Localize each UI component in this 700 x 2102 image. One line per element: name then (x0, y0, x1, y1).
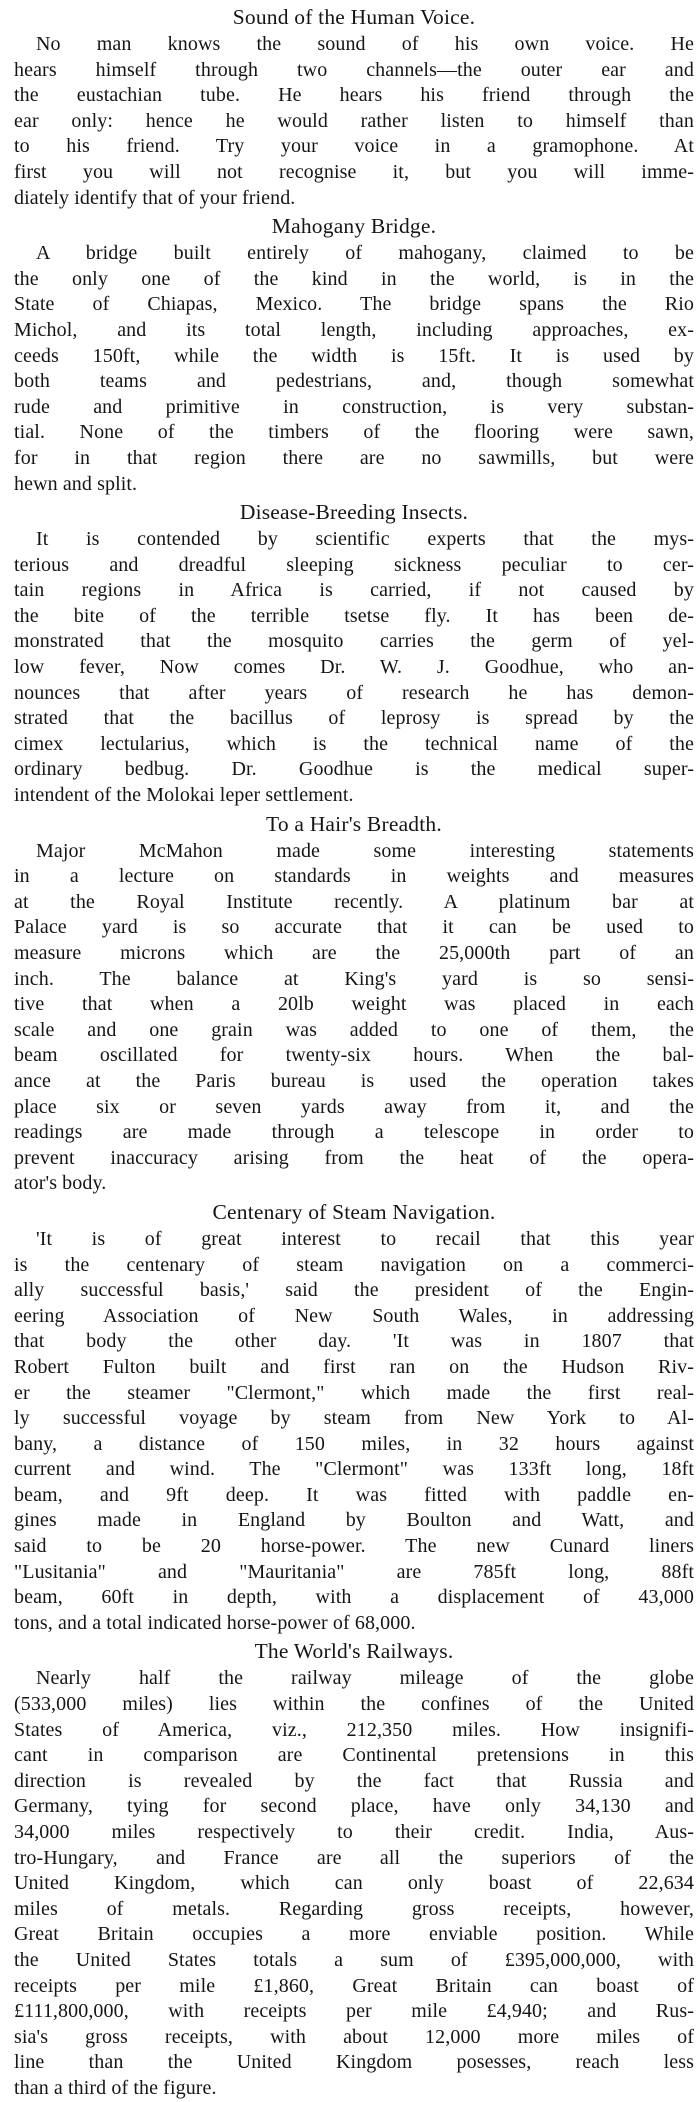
text-line: Nearly half the railway mileage of the globe (36, 1667, 694, 1690)
text-line: first you will not recognise it, but you will imme- (14, 160, 694, 183)
text-line: 34,000 miles respectively to their credit. India, Aus- (14, 1821, 694, 1843)
text-line: tive that when a 20lb weight was placed in each (14, 993, 694, 1016)
text-line: (533,000 miles) lies within the confines of the United (14, 1693, 694, 1716)
text-line: measure microns which are the 25,000th part of an (14, 942, 694, 964)
text-line: tro-Hungary, and France are all the superiors of the (14, 1846, 694, 1869)
text-line: hears himself through two channels—the outer ear and (14, 58, 694, 81)
article-centenary-steam-navigation (14, 1197, 694, 1637)
article-heading: Sound of the Human Voice. (232, 5, 476, 29)
article-body (14, 32, 694, 211)
article-mahogany-bridge (14, 211, 694, 497)
text-line: hewn and split. (14, 472, 138, 495)
text-line: United Kingdom, which can only boast of 22,634 (14, 1872, 694, 1895)
text-line: Great Britain occupies a more enviable position. While (14, 1923, 694, 1946)
text-line: gines made in England by Boulton and Watt, and (14, 1509, 694, 1532)
article-body (14, 839, 694, 1197)
text-line: receipts per mile £1,860, Great Britain can boast of (14, 1974, 694, 1997)
text-line: readings are made through a telescope in order to (14, 1121, 694, 1144)
text-line: low fever, Now comes Dr. W. J. Goodhue, who an- (14, 656, 694, 679)
text-line: terious and dreadful sleeping sickness peculiar to cer- (14, 553, 694, 576)
text-line: bany, a distance of 150 miles, in 32 hours against (14, 1432, 694, 1455)
text-line: the bite of the terrible tsetse fly. It has been de- (14, 604, 694, 627)
text-line: Michol, and its total length, including approaches, ex- (14, 318, 694, 341)
article-heading: Mahogany Bridge. (271, 214, 437, 239)
text-line: No man knows the sound of his own voice. He (36, 33, 694, 55)
text-line: direction is revealed by the fact that Russia and (14, 1769, 694, 1792)
article-heading: The World's Railways. (254, 1639, 454, 1664)
text-line: ordinary bedbug. Dr. Goodhue is the medical super- (14, 758, 694, 781)
article-body (14, 1227, 694, 1637)
text-line: for in that region there are no sawmills, but were (14, 446, 694, 469)
text-line: strated that the bacillus of leprosy is spread by the (14, 707, 694, 730)
article-hairs-breadth (14, 809, 694, 1197)
article-worlds-railways (14, 1636, 694, 2101)
text-line: in a lecture on standards in weights and measures (14, 865, 694, 888)
article-body (14, 241, 694, 497)
text-line: ear only: hence he would rather listen to himself than (14, 109, 694, 132)
article-heading: To a Hair's Breadth. (266, 811, 442, 836)
text-line: is the centenary of steam navigation on a commerci- (14, 1253, 694, 1276)
text-line: prevent inaccuracy arising from the heat of the opera- (14, 1146, 694, 1169)
text-line: cant in comparison are Continental pretensions in this (14, 1744, 694, 1767)
text-line: than a third of the figure. (14, 2076, 217, 2099)
text-line: the United States totals a sum of £395,000,000, with (14, 1948, 694, 1971)
article-sound-of-human-voice (14, 2, 694, 211)
text-line: line than the United Kingdom posesses, reach less (14, 2051, 694, 2074)
text-line: £111,800,000, with receipts per mile £4,940; and Rus- (14, 2000, 694, 2023)
text-line: States of America, viz., 212,350 miles. How insignifi- (14, 1718, 694, 1741)
text-line: Palace yard is so accurate that it can be used to (14, 916, 694, 939)
newspaper-column (14, 2, 694, 2102)
text-line: A bridge built entirely of mahogany, claimed to be (36, 242, 694, 265)
text-line: intendent of the Molokai leper settlement. (14, 784, 354, 807)
text-line: the eustachian tube. He hears his friend through the (14, 84, 694, 107)
text-line: 'It is of great interest to recail that this year (36, 1227, 694, 1250)
text-line: tain regions in Africa is carried, if not caused by (14, 579, 694, 602)
text-line: the only one of the kind in the world, is in the (14, 267, 694, 290)
text-line: sia's gross receipts, with about 12,000 more miles of (14, 2025, 694, 2048)
text-line: State of Chiapas, Mexico. The bridge spans the Rio (14, 293, 694, 316)
article-heading: Disease-Breeding Insects. (239, 500, 469, 525)
text-line: beam, 60ft in depth, with a displacement of 43,000 (14, 1586, 694, 1609)
text-line: Germany, tying for second place, have only 34,130 and (14, 1795, 694, 1818)
text-line: inch. The balance at King's yard is so sensi- (14, 967, 694, 990)
text-line: ceeds 150ft, while the width is 15ft. It is used by (14, 344, 694, 367)
text-line: at the Royal Institute recently. A platinum bar at (14, 890, 694, 913)
text-line: beam oscillated for twenty-six hours. When the bal- (14, 1044, 694, 1067)
text-line: miles of metals. Regarding gross receipts, however, (14, 1897, 694, 1920)
article-disease-breeding-insects (14, 497, 694, 809)
text-line: tons, and a total indicated horse-power of 68,000. (14, 1611, 416, 1634)
text-line: Robert Fulton built and first ran on the Hudson Riv- (14, 1355, 694, 1378)
text-line: rude and primitive in construction, is very substan- (14, 395, 694, 418)
text-line: eering Association of New South Wales, in addressing (14, 1304, 694, 1327)
text-line: cimex lectularius, which is the technical name of the (14, 732, 694, 755)
text-line: tial. None of the timbers of the flooring were sawn, (14, 421, 694, 444)
text-line: "Lusitania" and "Mauritania" are 785ft long, 88ft (14, 1560, 694, 1583)
text-line: monstrated that the mosquito carries the germ of yel- (14, 630, 694, 653)
text-line: current and wind. The "Clermont" was 133ft long, 18ft (14, 1458, 694, 1481)
article-body (14, 527, 694, 809)
text-line: er the steamer "Clermont," which made the first real- (14, 1381, 694, 1404)
text-line: ance at the Paris bureau is used the operation takes (14, 1069, 694, 1092)
text-line: nounces that after years of research he has demon- (14, 681, 694, 704)
text-line: both teams and pedestrians, and, though somewhat (14, 370, 694, 393)
article-body (14, 1666, 694, 2101)
text-line: beam, and 9ft deep. It was fitted with paddle en- (14, 1483, 694, 1506)
text-line: Major McMahon made some interesting statements (36, 839, 694, 862)
text-line: scale and one grain was added to one of them, the (14, 1018, 694, 1041)
text-line: ly successful voyage by steam from New York to Al- (14, 1407, 694, 1430)
text-line: to his friend. Try your voice in a gramophone. At (14, 135, 694, 158)
text-line: that body the other day. 'It was in 1807 that (14, 1330, 694, 1353)
text-line: diately identify that of your friend. (14, 186, 296, 209)
text-line: ator's body. (14, 1172, 107, 1195)
text-line: It is contended by scientific experts that the mys- (36, 528, 694, 551)
text-line: place six or seven yards away from it, and the (14, 1095, 694, 1118)
text-line: ally successful basis,' said the president of the Engin- (14, 1279, 694, 1302)
article-heading: Centenary of Steam Navigation. (212, 1199, 496, 1224)
text-line: said to be 20 horse-power. The new Cunard liners (14, 1535, 694, 1558)
